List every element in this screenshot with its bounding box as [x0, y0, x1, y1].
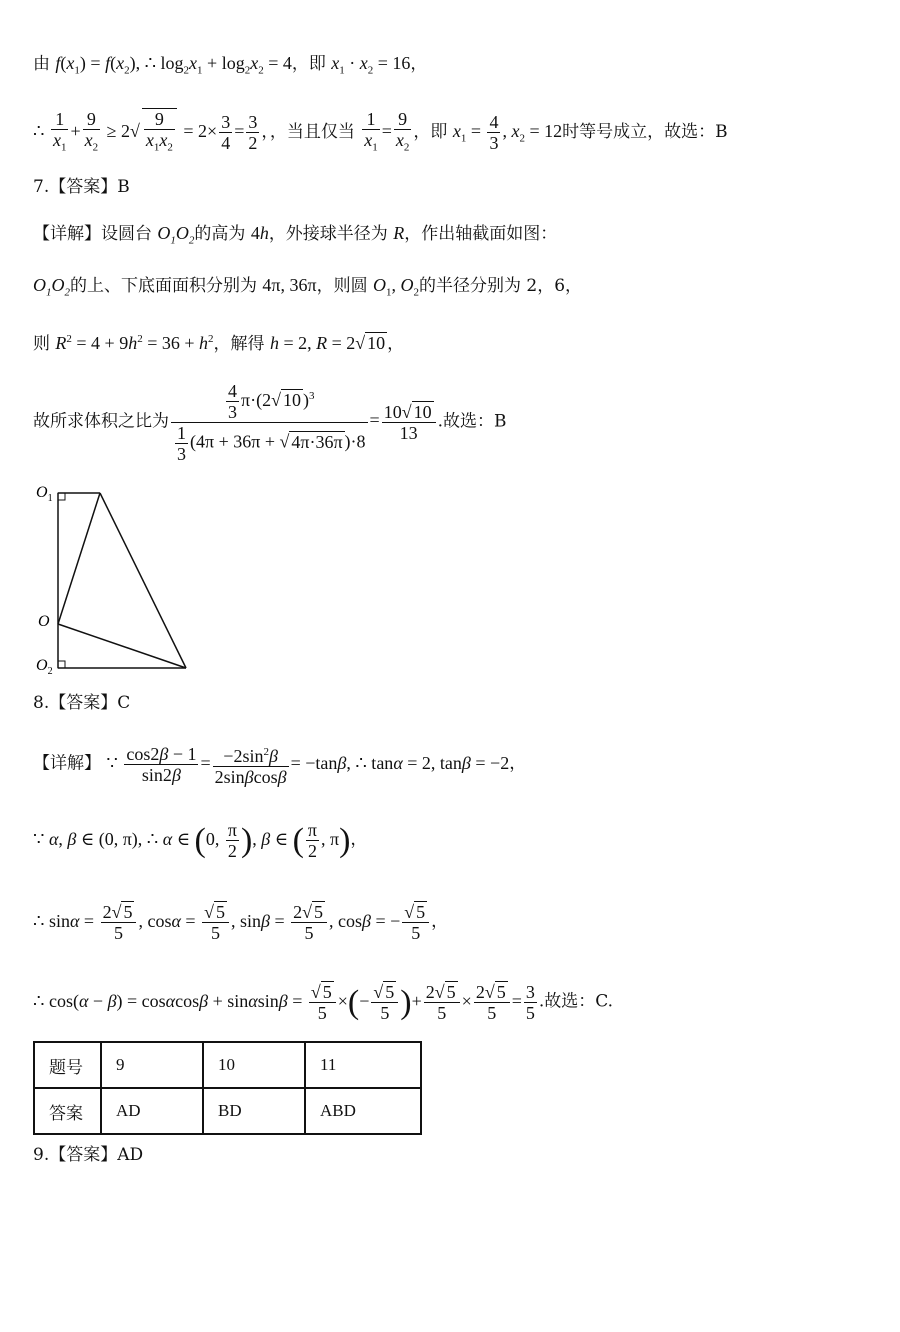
q8-detail-4: [33, 982, 613, 1023]
text: .故选：B: [437, 411, 507, 432]
formula: ∴ $\frac{1}{x_1}$ + $\frac{9}{x_2}$ ≥ 2√ $\frac{9}{x_1x_2}$ = 2× $\frac{3}{4}$ = $\frac{3}{2}$: [33, 121, 261, 141]
table-cell: 答案: [34, 1088, 101, 1134]
table-cell: 10: [203, 1042, 305, 1088]
axial-section-figure: [30, 478, 200, 678]
text: 【详解】设圆台: [33, 224, 152, 244]
formula: $O_1O_2$: [157, 223, 195, 247]
formula: $O_1O_2$: [33, 275, 70, 299]
q8-detail-3: ∴ sinα = $\frac{2√ 5}{5}$ , cosα = $\frac{√ 5}{5}$ , sinβ = $\frac{2√ 5}{5}$ , cosβ = − $\frac{√ 5}{5}$ ，: [33, 902, 449, 943]
formula: 4h: [250, 223, 269, 243]
label-o1: $O_1$: [36, 484, 53, 504]
table-cell: 9: [101, 1042, 203, 1088]
formula: ∵ α, β ∈ (0, π), ∴ α ∈ (0, $\frac{\pi}{2}$ ), β ∈ ( $\frac{\pi}{2}$ , π): [33, 820, 351, 861]
q9-answer: 9.【答案】AD: [33, 1145, 144, 1165]
text: ，外接球半径为: [268, 224, 388, 244]
text: 的半径分别为 2，6，: [419, 276, 583, 296]
text: 的上、下底面面积分别为: [70, 276, 257, 296]
q7-detail-4: [33, 380, 506, 464]
sphere-radius-top: [58, 493, 100, 624]
text: 则: [33, 334, 50, 354]
q8-detail-2: ∵ α, β ∈ (0, π), ∴ α ∈ (0, $\frac{\pi}{2}$ ), β ∈ ( $\frac{\pi}{2}$ , π)，: [33, 820, 368, 861]
formula: ∴ sinα = $\frac{2√ 5}{5}$ , cosα = $\frac{√ 5}{5}$ , sinβ = $\frac{2√ 5}{5}$ , cosβ = − $\frac{√ 5}{5}$: [33, 911, 431, 931]
formula: $x_1$ = $\frac{4}{3}$ , $x_2 = 12$: [452, 112, 563, 154]
right-angle-mark-bottom: [58, 661, 65, 668]
formula: ∵ $\frac{\cos 2\beta - 1}{\sin 2\beta}$ = $\frac{-2\sin^2\beta}{2\sin\beta\cos\beta}$ = −tanβ, ∴ tanα = 2, tanβ = −2: [106, 744, 510, 787]
table-row: [34, 1088, 421, 1134]
text: ，解得: [213, 334, 265, 354]
q7-detail-2: [33, 274, 582, 304]
table-cell: BD: [203, 1088, 305, 1134]
table-cell: AD: [101, 1088, 203, 1134]
formula: $f(x_1) = f(x_2)$, ∴ $\log_2x_1 + \log_2x_2 = 4$: [55, 53, 292, 77]
label-o2: $O_2$: [36, 657, 53, 677]
q7-detail-1: [33, 222, 557, 252]
table-cell: 题号: [34, 1042, 101, 1088]
right-angle-mark-top: [58, 493, 65, 500]
table-row: [34, 1042, 421, 1088]
formula: 4π, 36π: [262, 275, 317, 295]
formula: $\frac{4}{3}$ π·(2√ 10 )$^3$ $\frac{1}{3}$ (4π + 36π + √ 4π·36π )·8 = $\frac{10√ 10}{13}$: [169, 410, 438, 430]
table-cell: ABD: [305, 1088, 421, 1134]
text: 由: [33, 54, 50, 74]
formula: h = 2, R = 2√ 10: [269, 333, 386, 353]
formula: $R^2 = 4 + 9h^2 = 36 + h^2$: [55, 333, 214, 353]
text: .故选：C.: [538, 991, 614, 1012]
text: 故所求体积之比为: [33, 411, 169, 432]
text: 时等号成立，故选：B: [562, 121, 728, 142]
table-cell: 11: [305, 1042, 421, 1088]
text: ，即: [413, 121, 448, 142]
text: ，作出轴截面如图：: [404, 224, 558, 244]
formula: ∴ cos(α − β) = cosαcosβ + sinαsinβ = $\frac{√ 5}{5}$ ×(− $\frac{√ 5}{5}$ )+ $\frac{2√ 5}{5}$ × $\frac{2√ 5}{5}$ = $\frac{3}{5}$: [33, 982, 535, 1023]
slant-edge: [100, 493, 186, 668]
text: 的高为: [194, 224, 246, 244]
formula: $O_1$, $O_2$: [373, 275, 419, 299]
q7-detail-3: 则 $R^2 = 4 + 9h^2 = 36 + h^2$，解得 h = 2, R = 2√ 10 ，: [33, 333, 405, 354]
q8-detail-1: 【详解】 ∵ $\frac{\cos 2\beta - 1}{\sin 2\beta}$ = $\frac{-2\sin^2\beta}{2\sin\beta\cos\beta}$ = −tanβ, ∴ tanα = 2, tanβ = −2，: [33, 744, 527, 787]
text: ，当且仅当: [269, 121, 355, 142]
formula: $x_1 \cdot x_2 = 16$: [331, 53, 411, 77]
formula: $\frac{1}{x_1}$ = $\frac{9}{x_2}$: [364, 108, 410, 154]
line-1: 由 $f(x_1) = f(x_2)$, ∴ $\log_2x_1 + \log_2x_2 = 4$，即 $x_1 \cdot x_2 = 16$，: [33, 53, 428, 77]
answer-table: [33, 1041, 422, 1135]
line-2: ∴ $\frac{1}{x_1}$ + $\frac{9}{x_2}$ ≥ 2√ $\frac{9}{x_1x_2}$ = 2× $\frac{3}{4}$ = $\frac{3}{2}$ ，，当且仅当 $\frac{1}{x_1}$ = $\frac{9}{x_2}$ ，即 $x_1$ = $\frac{4}{3}$ , $x_2 = 12$时等号成立，故选：B: [33, 108, 728, 158]
label-o: O: [38, 613, 50, 630]
formula: R: [393, 223, 405, 243]
q7-answer: 7.【答案】B: [33, 177, 130, 197]
text: ，即: [291, 54, 326, 74]
q8-answer: 8.【答案】C: [33, 693, 131, 713]
text: 【详解】: [33, 753, 101, 774]
text: ，则圆: [316, 276, 368, 296]
